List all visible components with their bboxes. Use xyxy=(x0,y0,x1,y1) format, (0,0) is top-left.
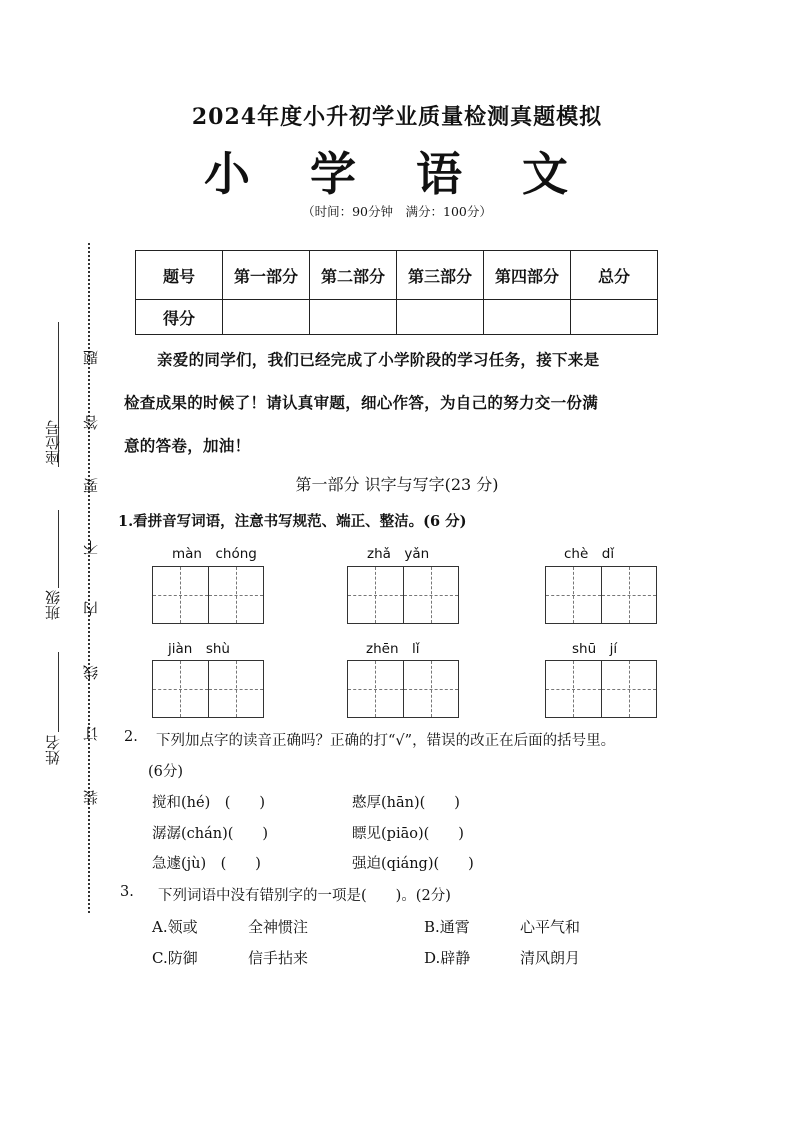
score-cell[interactable] xyxy=(484,300,571,335)
reading-item[interactable]: 潺潺(chán)( ) xyxy=(152,826,269,842)
reading-item[interactable]: 憨厚(hān)( ) xyxy=(352,795,460,811)
intro-line: 检查成果的时候了！请认真审题，细心作答，为自己的努力交一份满 xyxy=(124,393,599,412)
exam-title: 2024年度小升初学业质量检测真题模拟 xyxy=(191,104,603,130)
pinyin-label: màn chóng xyxy=(172,546,257,562)
subject-title: 小 学 语 文 xyxy=(203,147,591,201)
table-header-cell: 第一部分 xyxy=(223,251,310,300)
score-cell[interactable] xyxy=(223,300,310,335)
question-2-prompt: 下列加点字的读音正确吗？正确的打“√”，错误的改正在后面的括号里。 xyxy=(156,733,616,749)
writing-grid[interactable] xyxy=(545,660,657,718)
table-header-cell: 总分 xyxy=(571,251,658,300)
option-a-letter[interactable]: A.领或 xyxy=(152,918,198,936)
pinyin-label: shū jí xyxy=(572,641,618,657)
option-d-word: 清风朗月 xyxy=(520,949,581,967)
binding-char: 要 xyxy=(82,478,100,493)
binding-char: 答 xyxy=(82,415,100,430)
question-1-prompt: 1.看拼音写词语，注意书写规范、端正、整洁。(6 分) xyxy=(118,513,467,530)
score-cell[interactable] xyxy=(571,300,658,335)
table-header-cell: 题号 xyxy=(136,251,223,300)
option-b-word: 心平气和 xyxy=(520,918,581,936)
option-b-letter[interactable]: B.通霄 xyxy=(424,918,470,936)
reading-item[interactable]: 急遽(jù) ( ) xyxy=(152,856,261,872)
writing-grid[interactable] xyxy=(152,566,264,624)
table-header-cell: 第三部分 xyxy=(397,251,484,300)
intro-line: 亲爱的同学们，我们已经完成了小学阶段的学习任务，接下来是 xyxy=(157,350,600,369)
reading-item[interactable]: 强迫(qiáng)( ) xyxy=(352,856,474,872)
question-3-number: 3. xyxy=(120,884,134,900)
class-field-line xyxy=(58,510,59,588)
binding-char: 订 xyxy=(82,726,100,741)
intro-paragraph xyxy=(124,338,684,467)
question-2-score: (6分) xyxy=(148,764,184,780)
option-c-word: 信手拈来 xyxy=(248,949,309,967)
table-header-cell: 第二部分 xyxy=(310,251,397,300)
pinyin-label: chè dǐ xyxy=(564,546,615,562)
option-c-letter[interactable]: C.防御 xyxy=(152,949,198,967)
writing-grid[interactable] xyxy=(545,566,657,624)
binding-char: 线 xyxy=(82,665,100,680)
pinyin-label: jiàn shù xyxy=(168,641,230,657)
name-field-line xyxy=(58,652,59,732)
reading-item[interactable]: 瞟见(piāo)( ) xyxy=(352,826,464,842)
score-row-label: 得分 xyxy=(136,300,223,335)
writing-grid[interactable] xyxy=(347,660,459,718)
name-label: 姓名 xyxy=(44,735,62,765)
section-title: 第一部分 识字与写字(23 分) xyxy=(295,475,499,494)
question-3-prompt: 下列词语中没有错别字的一项是( )。(2分) xyxy=(158,888,451,904)
option-a-word: 全神惯注 xyxy=(248,918,309,936)
writing-grid[interactable] xyxy=(347,566,459,624)
question-2-number: 2. xyxy=(124,729,138,745)
option-d-letter[interactable]: D.辟静 xyxy=(424,949,471,967)
intro-line: 意的答卷，加油！ xyxy=(124,436,251,455)
seat-label: 座位号 xyxy=(44,420,62,465)
binding-line xyxy=(88,243,90,913)
score-cell[interactable] xyxy=(310,300,397,335)
writing-grid[interactable] xyxy=(152,660,264,718)
binding-char: 内 xyxy=(82,601,100,616)
class-label: 班级 xyxy=(44,590,62,620)
table-header-cell: 第四部分 xyxy=(484,251,571,300)
score-table xyxy=(135,250,658,335)
pinyin-label: zhēn lǐ xyxy=(366,641,420,657)
binding-char: 题 xyxy=(82,350,100,365)
reading-item[interactable]: 搅和(hé) ( ) xyxy=(152,795,266,811)
binding-char: 不 xyxy=(82,540,100,555)
binding-char: 装 xyxy=(82,790,100,805)
exam-meta: （时间：90分钟 满分：100分） xyxy=(302,204,492,219)
pinyin-label: zhǎ yǎn xyxy=(367,546,430,562)
score-cell[interactable] xyxy=(397,300,484,335)
